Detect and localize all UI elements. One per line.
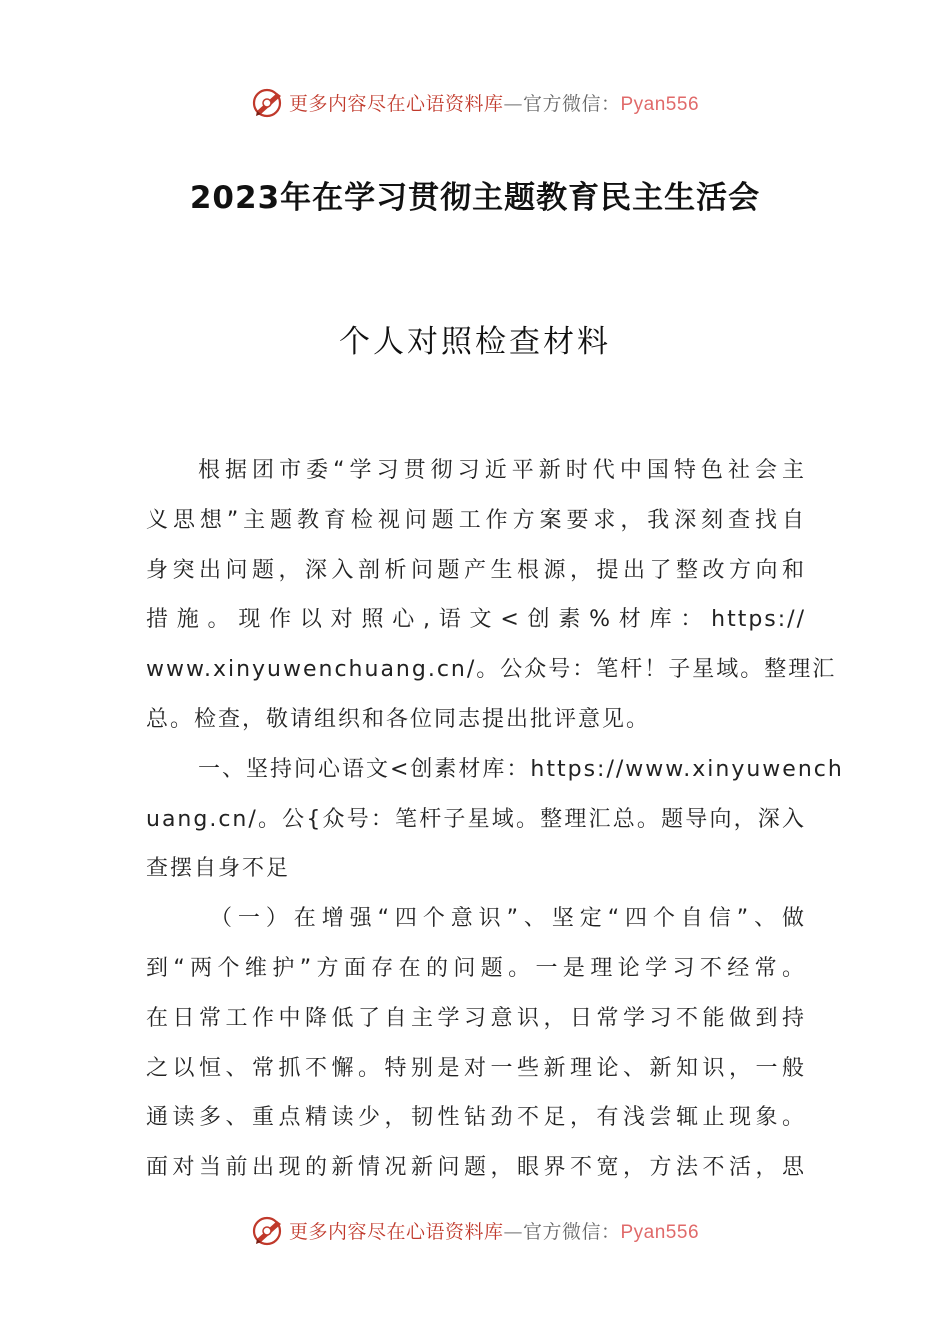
body-line: 身突出问题，深入剖析问题产生根源，提出了整改方向和	[146, 557, 806, 583]
body-line: （一）在增强“四个意识”、坚定“四个自信”、做	[210, 906, 806, 932]
body-line: 之以恒、常抓不懈。特别是对一些新理论、新知识，一般	[146, 1055, 806, 1081]
body-line: 总。检查，敬请组织和各位同志提出批评意见。	[146, 706, 651, 732]
header-watermark-main: 更多内容尽在心语资料库	[288, 92, 504, 115]
header-watermark-separator: —	[503, 92, 523, 115]
body-line: 面对当前出现的新情况新问题，眼界不宽，方法不活，思	[146, 1155, 806, 1181]
body-line: uang.cn/。公{众号：笔杆子星域。整理汇总。题导向，深入	[146, 806, 806, 832]
body-line: 措施。现作以对照心,语文<创素%材库：https://	[146, 607, 806, 633]
body-line: 到“两个维护”方面存在的问题。一是理论学习不经常。	[146, 955, 806, 981]
footer-watermark-separator: —	[503, 1220, 523, 1243]
header-watermark-label: 官方微信：	[522, 92, 621, 115]
body-line: 一、坚持问心语文<创素材库：https://www.xinyuwench	[198, 756, 844, 782]
header-watermark-wechat-id: Pyan556	[620, 93, 700, 115]
header-watermark-text	[289, 89, 699, 116]
pen-seal-logo-icon	[251, 1213, 285, 1247]
body-line: www.xinyuwenchuang.cn/。公众号：笔杆！子星域。整理汇	[146, 657, 837, 683]
body-line: 根据团市委“学习贯彻习近平新时代中国特色社会主	[198, 458, 806, 483]
footer-watermark-wechat-id: Pyan556	[620, 1221, 700, 1243]
body-line: 在日常工作中降低了自主学习意识，日常学习不能做到持	[146, 1005, 806, 1031]
footer-watermark-text	[289, 1217, 699, 1244]
document-title-line-1: 2023年在学习贯彻主题教育民主生活会	[189, 180, 761, 216]
pen-seal-logo-icon	[251, 85, 285, 119]
document-title-line-2: 个人对照检查材料	[339, 324, 611, 360]
document-body	[146, 446, 844, 1193]
footer-watermark-banner	[0, 1208, 950, 1252]
body-line: 通读多、重点精读少，韧性钻劲不足，有浅尝辄止现象。	[146, 1105, 806, 1131]
body-line: 查摆自身不足	[146, 856, 291, 882]
footer-watermark-label: 官方微信：	[522, 1220, 621, 1243]
header-watermark-banner	[0, 80, 950, 124]
footer-watermark-main: 更多内容尽在心语资料库	[288, 1220, 504, 1243]
body-line: 义思想”主题教育检视问题工作方案要求，我深刻查找自	[146, 507, 806, 533]
